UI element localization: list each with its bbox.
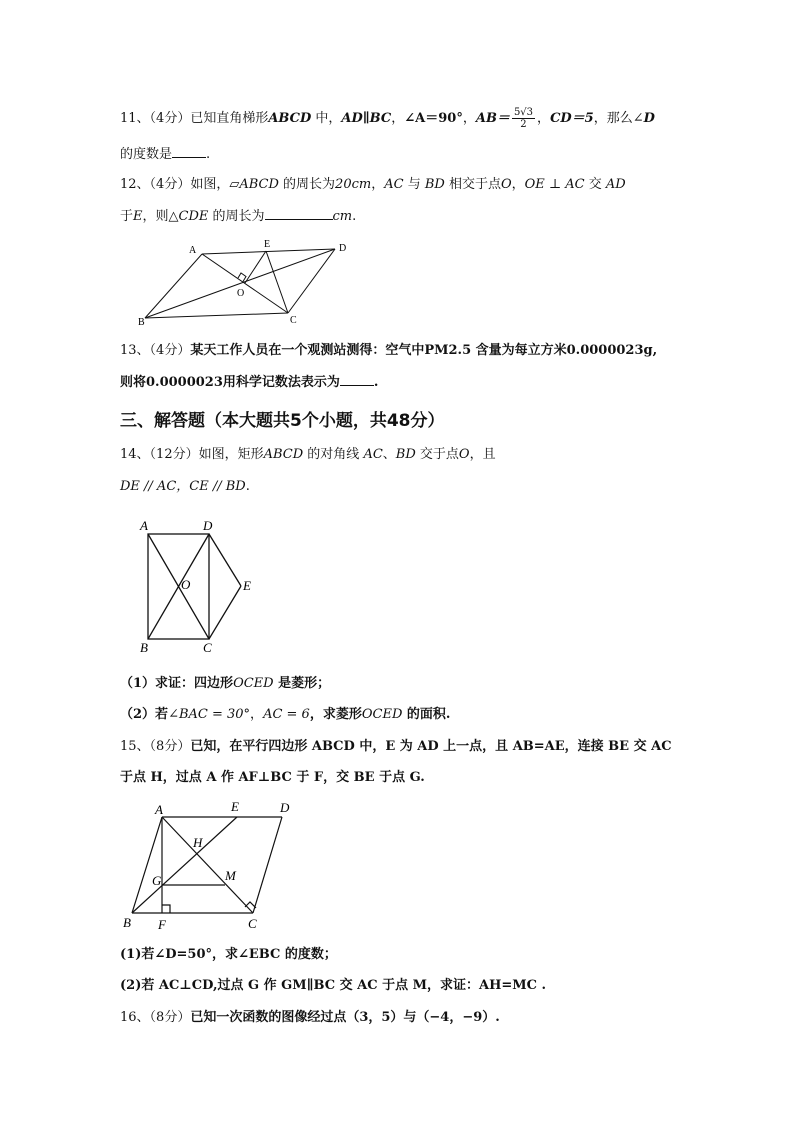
q12-text: ， (511, 177, 525, 192)
label-a: A (189, 245, 197, 256)
q12-oe: OE ⊥ AC (524, 177, 585, 192)
q11-abcd: ABCD (268, 111, 312, 126)
q12-score: （4分） (149, 177, 191, 192)
q11-answer-blank[interactable] (172, 145, 206, 158)
q12-number: 12、 (120, 177, 150, 192)
q14-sub1-number: （1） (120, 676, 156, 691)
label-c: C (248, 916, 257, 931)
label-m: M (225, 868, 236, 883)
q15-line2 (120, 769, 425, 787)
label-f: F (158, 917, 166, 932)
q14-o: O (458, 447, 470, 462)
label-e: E (243, 578, 251, 593)
q12-figure (130, 238, 360, 330)
q15-text: 于点 H，过点 A 作 AF⊥BC 于 F，交 BE 于点 G. (120, 770, 425, 785)
q15-sub2-text: (2)若 AC⊥CD,过点 G 作 GM∥BC 交 AC 于点 M，求证：AH=MC . (120, 978, 547, 993)
q11-frac-num: 5√3 (513, 107, 534, 118)
q12-line1 (120, 176, 626, 194)
q11-ab: AB＝ (475, 111, 510, 126)
q12-perim: 20cm (335, 177, 372, 192)
q12-cde: △CDE (168, 209, 209, 224)
q11-text: ， (391, 111, 405, 126)
q11-text: 已知直角梯形 (190, 111, 269, 126)
q16-text: 已知一次函数的图像经过点（3，5）与（−4，−9）. (190, 1010, 500, 1025)
q14-line2 (120, 478, 250, 496)
seg-ec (266, 251, 288, 313)
label-a: A (140, 518, 148, 533)
q14-line1 (120, 446, 496, 464)
q12-text: 于 (120, 209, 134, 224)
edge-cd (288, 249, 335, 313)
q14-text: 若 (155, 707, 169, 722)
label-o: O (181, 577, 191, 592)
q12-text: 交 (584, 177, 606, 192)
label-h: H (193, 835, 203, 850)
q16-score: （8分） (149, 1010, 191, 1025)
q12-ad: AD (605, 177, 626, 192)
q11-text: . (206, 147, 211, 162)
q14-ocd: OCED (361, 707, 403, 722)
q12-o: O (500, 177, 512, 192)
label-e: E (264, 239, 271, 250)
q12-e: E (133, 209, 143, 224)
q14-text: 求证：四边形 (155, 676, 234, 691)
q14-text: 的面积. (402, 707, 451, 722)
q12-ac: AC (384, 177, 404, 192)
q11-score: （4分） (149, 111, 191, 126)
label-o: O (237, 288, 245, 299)
q11-line2 (120, 145, 210, 164)
q13-line2 (120, 373, 378, 392)
q14-abcd: ABCD (263, 447, 304, 462)
q11-text: ， (537, 111, 551, 126)
q11-fraction (512, 107, 535, 130)
q11-cd: CD＝5 (550, 111, 594, 126)
q14-text: 的对角线 (303, 447, 364, 462)
right-angle-f (162, 905, 170, 913)
edge-ab (145, 254, 202, 318)
q14-text: ， (250, 707, 264, 722)
q15-figure (120, 796, 300, 934)
q11-d: D (643, 111, 655, 126)
label-d: D (339, 243, 347, 254)
q11-text: 中， (311, 111, 342, 126)
q14-text: 是菱形； (273, 676, 331, 691)
q12-text: . (352, 209, 357, 224)
q12-para: ▱ABCD (229, 177, 279, 192)
q14-sub2 (120, 706, 450, 724)
label-c: C (290, 315, 297, 326)
q14-sub2-number: （2） (120, 707, 156, 722)
seg-ce (209, 586, 241, 639)
q11-frac-den: 2 (520, 119, 527, 130)
q11-text: ，那么∠ (593, 111, 644, 126)
q15-sub2 (120, 977, 546, 995)
q15-sub1 (120, 946, 337, 964)
label-e: E (231, 799, 239, 814)
q12-text: 如图， (190, 177, 230, 192)
q13-text: . (373, 375, 379, 390)
q14-text: ，求菱形 (309, 707, 362, 722)
q14-text: 如图，矩形 (198, 447, 264, 462)
diag-ac (162, 817, 253, 913)
q13-answer-blank[interactable] (340, 373, 374, 386)
label-d: D (203, 518, 213, 533)
q15-line1 (120, 738, 672, 756)
label-b: B (138, 317, 145, 328)
q15-number: 15、 (120, 739, 150, 754)
q12-text: 的周长为 (278, 177, 336, 192)
q11-text: 的度数是 (120, 147, 173, 162)
q14-bd: BD (395, 447, 416, 462)
q14-ocd: OCED (233, 676, 274, 691)
q14-sub1 (120, 675, 330, 693)
q12-text: 的周长为 (208, 209, 265, 224)
diag-bd (145, 249, 335, 318)
q14-text: . (245, 479, 250, 494)
q12-bd: BD (424, 177, 445, 192)
q13-text: 某天工作人员在一个观测站测得：空气中PM2.5 含量为每立方米0.0000023g, (190, 343, 658, 358)
right-angle-mark (238, 273, 246, 282)
q14-ac: AC (363, 447, 383, 462)
q13-number: 13、 (120, 343, 150, 358)
q14-condition: DE // AC，CE // BD (120, 479, 246, 494)
q13-score: （4分） (149, 343, 191, 358)
label-g: G (152, 873, 162, 888)
q15-sub1-text: (1)若∠D=50°，求∠EBC 的度数； (120, 947, 337, 962)
q12-text: ， (371, 177, 385, 192)
seg-de (209, 534, 241, 586)
edge-bc (145, 313, 288, 318)
edge-cd (253, 817, 282, 913)
q14-number: 14、 (120, 447, 150, 462)
q16-number: 16、 (120, 1010, 150, 1025)
q12-unit: cm (332, 209, 353, 224)
q14-score: （12分） (149, 447, 199, 462)
q14-text: ，且 (469, 447, 496, 462)
q14-figure (134, 514, 260, 656)
q12-line2 (120, 207, 356, 226)
q13-text: 则将0.0000023用科学记数法表示为 (120, 375, 340, 390)
label-d: D (280, 800, 290, 815)
q13-line1 (120, 342, 657, 360)
q14-text: 交于点 (415, 447, 459, 462)
q14-angle: ∠BAC = 30° (168, 707, 251, 722)
q11-cond2: ∠A＝90° (404, 111, 463, 126)
q11-text: ， (462, 111, 476, 126)
q15-score: （8分） (149, 739, 191, 754)
label-b: B (140, 640, 148, 655)
q11-cond1: AD∥BC (341, 111, 392, 126)
q14-text: 、 (382, 447, 396, 462)
q16-line1 (120, 1009, 500, 1027)
q12-answer-blank[interactable] (265, 207, 333, 220)
section-heading: 三、解答题（本大题共5个小题，共48分） (120, 411, 445, 431)
seg-be (132, 817, 237, 913)
diag-ac (202, 254, 288, 313)
label-c: C (203, 640, 212, 655)
q12-text: 相交于点 (444, 177, 501, 192)
q11-line1 (120, 107, 655, 130)
label-b: B (123, 915, 131, 930)
q12-text: 与 (403, 177, 425, 192)
q12-text: ，则 (142, 209, 169, 224)
q15-text: 已知，在平行四边形 ABCD 中，E 为 AD 上一点，且 AB=AE，连接 BE 交 AC (190, 739, 672, 754)
q11-number: 11、 (120, 111, 150, 126)
label-a: A (155, 802, 163, 817)
q14-ac-value: AC = 6 (263, 707, 310, 722)
